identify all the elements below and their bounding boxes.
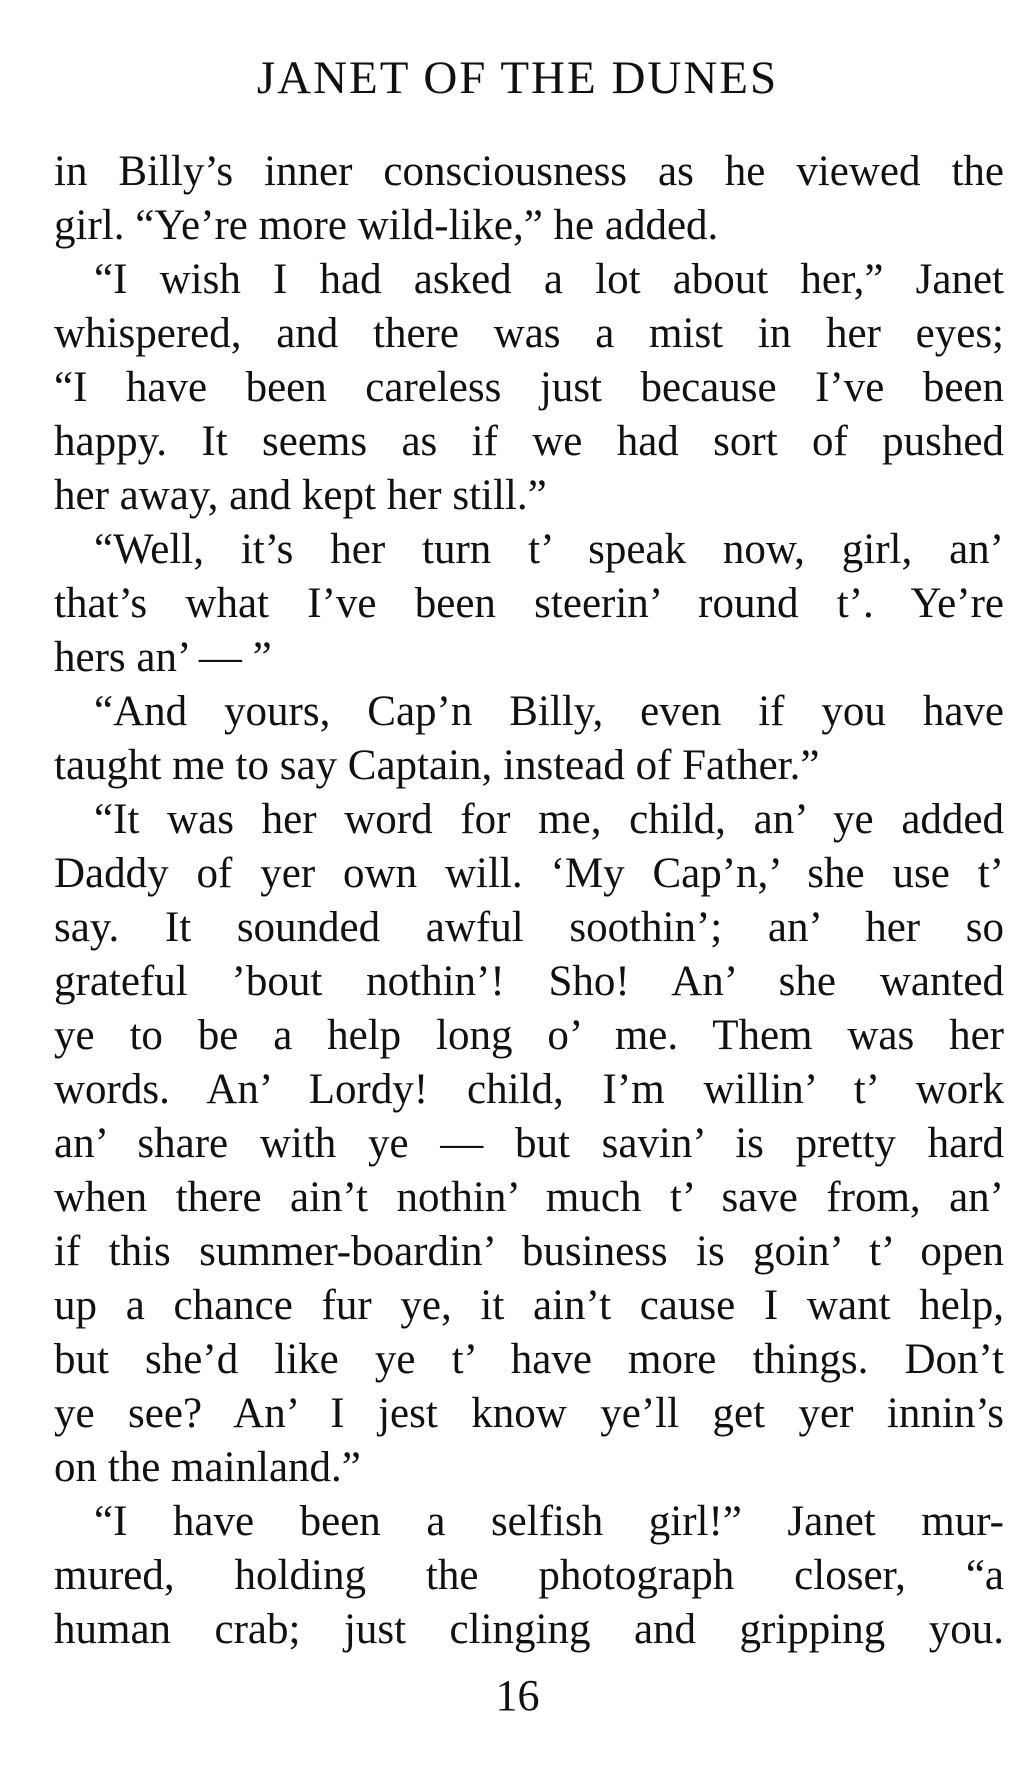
text-line: “It was her word for me, child, an’ ye added <box>94 796 1004 843</box>
text-line: if this summer-boardin’ business is goin’ t’ open <box>54 1228 1004 1275</box>
text-line: girl. “Ye’re more wild-like,” he added. <box>54 202 719 249</box>
text-line: an’ share with ye — but savin’ is pretty hard <box>54 1120 1004 1167</box>
text-line: Daddy of yer own will. ‘My Cap’n,’ she use t’ <box>54 850 1004 897</box>
text-line: that’s what I’ve been steerin’ round t’. Ye’re <box>54 580 1004 627</box>
text-line: “And yours, Cap’n Billy, even if you have <box>94 688 1004 735</box>
paragraph <box>54 523 1004 685</box>
paragraph <box>54 253 1004 523</box>
text-line: when there ain’t nothin’ much t’ save from, an’ <box>54 1174 1004 1221</box>
text-line: “I have been a selfish girl!” Janet mur- <box>94 1498 1004 1545</box>
text-line: ye to be a help long o’ me. Them was her <box>54 1012 1004 1059</box>
text-line: whispered, and there was a mist in her eyes; <box>54 310 1004 357</box>
text-line: ye see? An’ I jest know ye’ll get yer innin’s <box>54 1390 1004 1437</box>
paragraph <box>54 685 1004 793</box>
paragraph <box>54 1495 1004 1657</box>
text-line: “I wish I had asked a lot about her,” Janet <box>94 256 1004 303</box>
text-line: hers an’ — ” <box>54 634 272 681</box>
body-text <box>54 145 1004 1657</box>
text-line: mured, holding the photograph closer, “a <box>54 1552 1004 1599</box>
text-line: human crab; just clinging and gripping you. <box>54 1606 1004 1653</box>
text-line: “Well, it’s her turn t’ speak now, girl, an’ <box>94 526 1004 573</box>
text-line: up a chance fur ye, it ain’t cause I want help, <box>54 1282 1004 1329</box>
text-line: say. It sounded awful soothin’; an’ her so <box>54 904 1004 951</box>
text-line: “I have been careless just because I’ve been <box>54 364 1004 411</box>
page-number: 16 <box>495 1671 540 1720</box>
text-line: happy. It seems as if we had sort of pushed <box>54 418 1004 465</box>
text-line: taught me to say Captain, instead of Father.” <box>54 742 820 789</box>
text-line: her away, and kept her still.” <box>54 472 547 519</box>
text-line: in Billy’s inner consciousness as he viewed the <box>54 148 1004 195</box>
paragraph <box>54 793 1004 1495</box>
paragraph <box>54 145 1004 253</box>
text-line: grateful ’bout nothin’! Sho! An’ she wanted <box>54 958 1004 1005</box>
text-line: on the mainland.” <box>54 1444 361 1491</box>
text-line: words. An’ Lordy! child, I’m willin’ t’ work <box>54 1066 1004 1113</box>
text-line: but she’d like ye t’ have more things. Don’t <box>54 1336 1004 1383</box>
running-head: JANET OF THE DUNES <box>256 52 779 104</box>
